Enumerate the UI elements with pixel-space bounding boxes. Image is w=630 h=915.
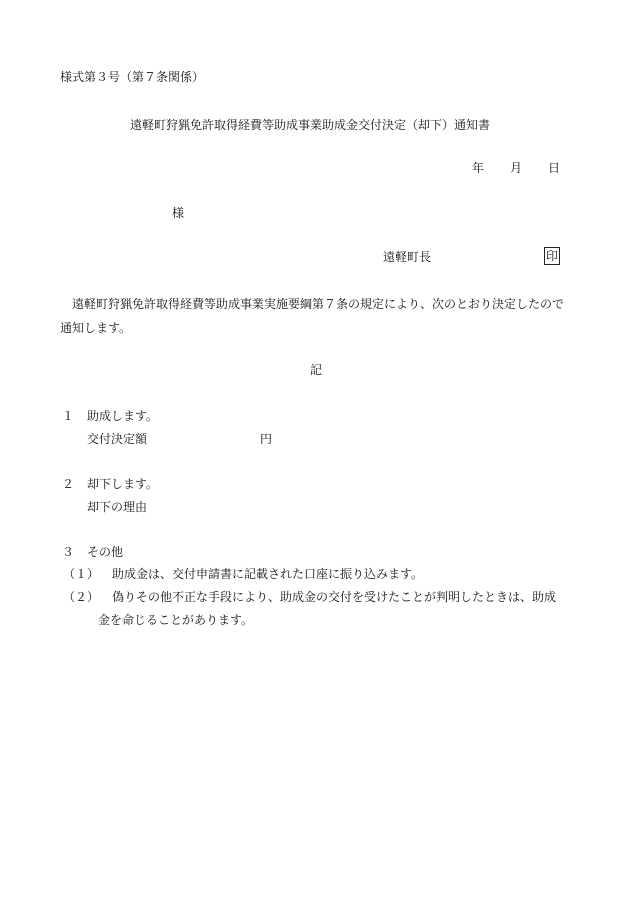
date-month: 月 xyxy=(510,161,523,175)
item-heading: 却下します。 xyxy=(87,477,159,491)
note-text-continued: 金を命じることがあります。 xyxy=(98,613,254,627)
body-paragraph: 遠軽町狩猟免許取得経費等助成事業実施要綱第７条の規定により、次のとおり決定したので通知します。 xyxy=(60,297,565,335)
item-sub-value: 円 xyxy=(260,432,273,446)
item-number: ２ xyxy=(62,477,75,491)
date-year: 年 xyxy=(472,161,485,175)
item-sub-label: 却下の理由 xyxy=(87,500,148,514)
document-title: 遠軽町狩猟免許取得経費等助成事業助成金交付決定（却下）通知書 xyxy=(130,118,491,132)
form-label: 様式第３号（第７条関係） xyxy=(60,70,205,84)
item-sub-label: 交付決定額 xyxy=(87,432,148,446)
item-number: １ xyxy=(62,409,75,423)
issuer-name: 遠軽町長 xyxy=(383,250,432,264)
item-number: ３ xyxy=(62,545,75,559)
item-heading: その他 xyxy=(87,545,124,559)
seal-stamp: 印 xyxy=(545,249,558,263)
note-number: （１） xyxy=(63,567,100,581)
item-heading: 助成します。 xyxy=(87,409,159,423)
ki-heading: 記 xyxy=(310,363,323,377)
recipient-suffix: 様 xyxy=(172,206,185,220)
note-text: 助成金は、交付申請書に記載された口座に振り込みます。 xyxy=(112,567,424,581)
note-number: （２） xyxy=(63,590,100,604)
note-text: 偽りその他不正な手段により、助成金の交付を受けたことが判明したときは、助成 xyxy=(112,590,557,604)
date-day: 日 xyxy=(548,161,561,175)
